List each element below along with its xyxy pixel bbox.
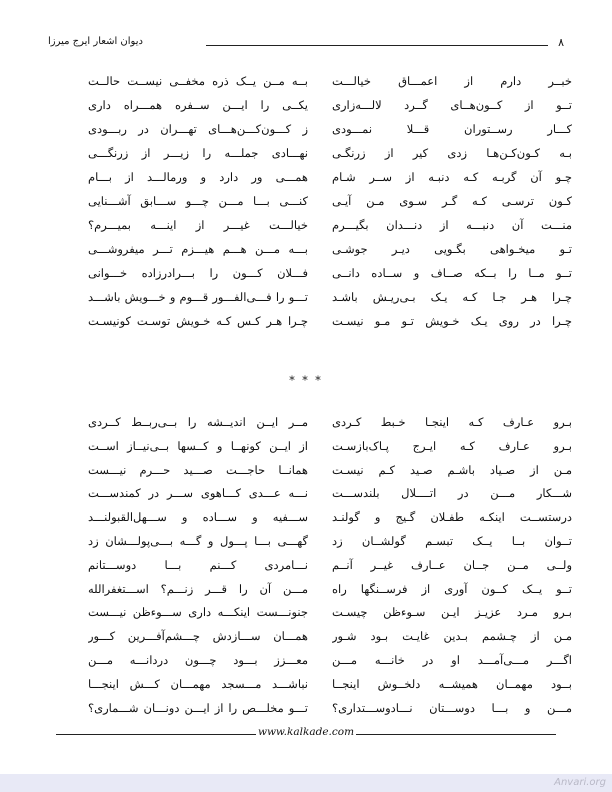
verse-line: یکــی را ایـــن ســفره همـــراه داری — [88, 98, 308, 112]
verse-line: فـــلان کـــون را بـــرادرزاده خـــوانی — [88, 266, 308, 280]
verse-line: شـــکار مـــن در اتــــلال بلندســـت — [332, 486, 572, 501]
verse-line: تـــو را فـــی‌الفـــور قـــوم و خـــویش باشـــد — [88, 290, 308, 304]
verse-line: منـــت آن دنبـــه از دنـــدان بگیـــرم — [332, 218, 572, 232]
verse-line: نـــامردی کـــنم بـــا دوســـتانم — [88, 557, 308, 572]
verse-line: چـرا هـر کـس کـه خـویش توسـت کونیسـت — [88, 314, 308, 328]
verse-line: بـرو مـرد عزیـز ایـن سـوءظن چیسـت — [332, 605, 572, 620]
verse-line: همـــی ور دارد و ورمالـــد از بـــام — [88, 170, 308, 184]
verse-line: درستســت اینکـه طفـلان گـیج و گولنـد — [332, 510, 572, 525]
verse-line: بـه کـون‌کـن‌هـا زدی کیر از زرنگـی — [332, 146, 572, 160]
verse-line: بــود مهمــان همیشــه دلخــوش اینجــا — [332, 676, 572, 691]
verse-line: تـــو مخلـــص را از ایـــن دونـــان شـــماری؟ — [88, 700, 308, 715]
verse-line: معـــزز بـــود چـــون دردانـــه مـــن — [88, 653, 308, 667]
page-header — [48, 36, 564, 52]
page-number: ٨ — [558, 36, 564, 49]
verse-line: تــو یــک کــون آوری از فرســنگها راه — [332, 581, 572, 596]
verse-line: بـرو عـارف کـه اینجـا خـبط کـردی — [332, 415, 572, 429]
verse-line: همانــا حاجـــت صـــید حـــرم نیـــست — [88, 462, 308, 477]
verse-line: مـن از چـشمم بـدین غایـت بـود شـور — [332, 629, 572, 644]
verse-line: جنونـــست اینکـــه داری ســـوءظن نیـــست — [88, 605, 308, 620]
section-separator: * * * — [289, 374, 323, 387]
verse-line: بـــه مـــن هـــم هیـــزم تـــر میفروشـــی — [88, 242, 308, 256]
verse-line: مــر ایــن اندیــشه را بــی‌ربــط کــردی — [88, 415, 308, 429]
verse-line: از ایــن کونهــا و کــسها بــی‌نیــاز اســت — [88, 438, 308, 453]
verse-line: بـرو عـارف کـه ایـرج پـاک‌بازسـت — [332, 438, 572, 453]
verse-line: تـو میخـواهی بگـویی دیـر جوشـی — [332, 242, 572, 256]
verse-line: مـــن آن را قـــر زنـــم؟ اســـتغفرالله — [88, 581, 308, 596]
verse-line: تــو مــا را بــکه صــاف و ســاده دانــی — [332, 266, 572, 280]
verse-line: ز کـــون‌کـــن‌هـــای تهـــران در ربـــودی — [88, 122, 308, 136]
verse-line: خبــر دارم از اعمـــاق خیالـــت — [332, 74, 572, 88]
verse-line: کـون ترسـی کـه گـر سـوی مـن آیـی — [332, 194, 572, 208]
verse-line: خیالـــت غیـــر از اینـــه بمیـــرم؟ — [88, 218, 308, 232]
verse-line: ســـفیه و ســـاده و ســـهل‌القبولنـــد — [88, 510, 308, 525]
verse-line: چـو آن گربـه کـه دنبـه از ســر شـام — [332, 170, 572, 184]
verse-line: همـــان ســـازدش چـــشم‌آفـــرین کـــور — [88, 629, 308, 644]
verse-line: کـــار رســتوران قـــلا نمـــودی — [332, 122, 572, 136]
footer-rule-right — [356, 734, 556, 735]
verse-line: نباشـــد مـــسجد مهمـــان کـــش اینجـــا — [88, 676, 308, 691]
header-rule — [206, 45, 548, 46]
watermark: Anvari.org — [554, 777, 606, 788]
verse-line: نهـــادی جملـــه را زیـــر از زرنگـــی — [88, 146, 308, 160]
verse-line: چـرا در روی یـک خـویش تـو مـو نیسـت — [332, 314, 572, 328]
verse-line: بــه مــن یــک ذره مخفــی نیســت حالــت — [88, 74, 308, 88]
verse-line: تــو از کــون‌هــای گــرد لالـــه‌زاری — [332, 98, 572, 112]
verse-line: مـــن و بـــا دوســـتان نـــادوســـتداری؟ — [332, 700, 572, 715]
watermark-bar — [0, 774, 612, 792]
footer-website: www.kalkade.com — [257, 726, 355, 738]
verse-line: ولــی مــن جــان عــارف غیــر آنــم — [332, 557, 572, 572]
verse-line: اگـــر مـــی‌آمـــد او در خانـــه مـــن — [332, 653, 572, 667]
verse-line: گهـــی بـــا پـــول و گـــه بـــی‌پولـــشان زد — [88, 534, 308, 548]
page-footer — [56, 726, 556, 740]
verse-line: تــوان بــا یــک تبسـم گولشــان زد — [332, 534, 572, 548]
book-title: دیوان اشعار ایرج میرزا — [48, 36, 143, 47]
verse-line: کنـــی بـــا مـــن چـــو ســـابق آشـــنایی — [88, 194, 308, 208]
verse-line: چـرا هـر جـا کـه یـک بـی‌ریـش باشـد — [332, 290, 572, 304]
verse-line: نـــه عـــدی کـــاهوی ســـر در کمندســـت — [88, 486, 308, 501]
verse-line: مـن از صـیاد باشـم صـید کـم نیسـت — [332, 462, 572, 477]
